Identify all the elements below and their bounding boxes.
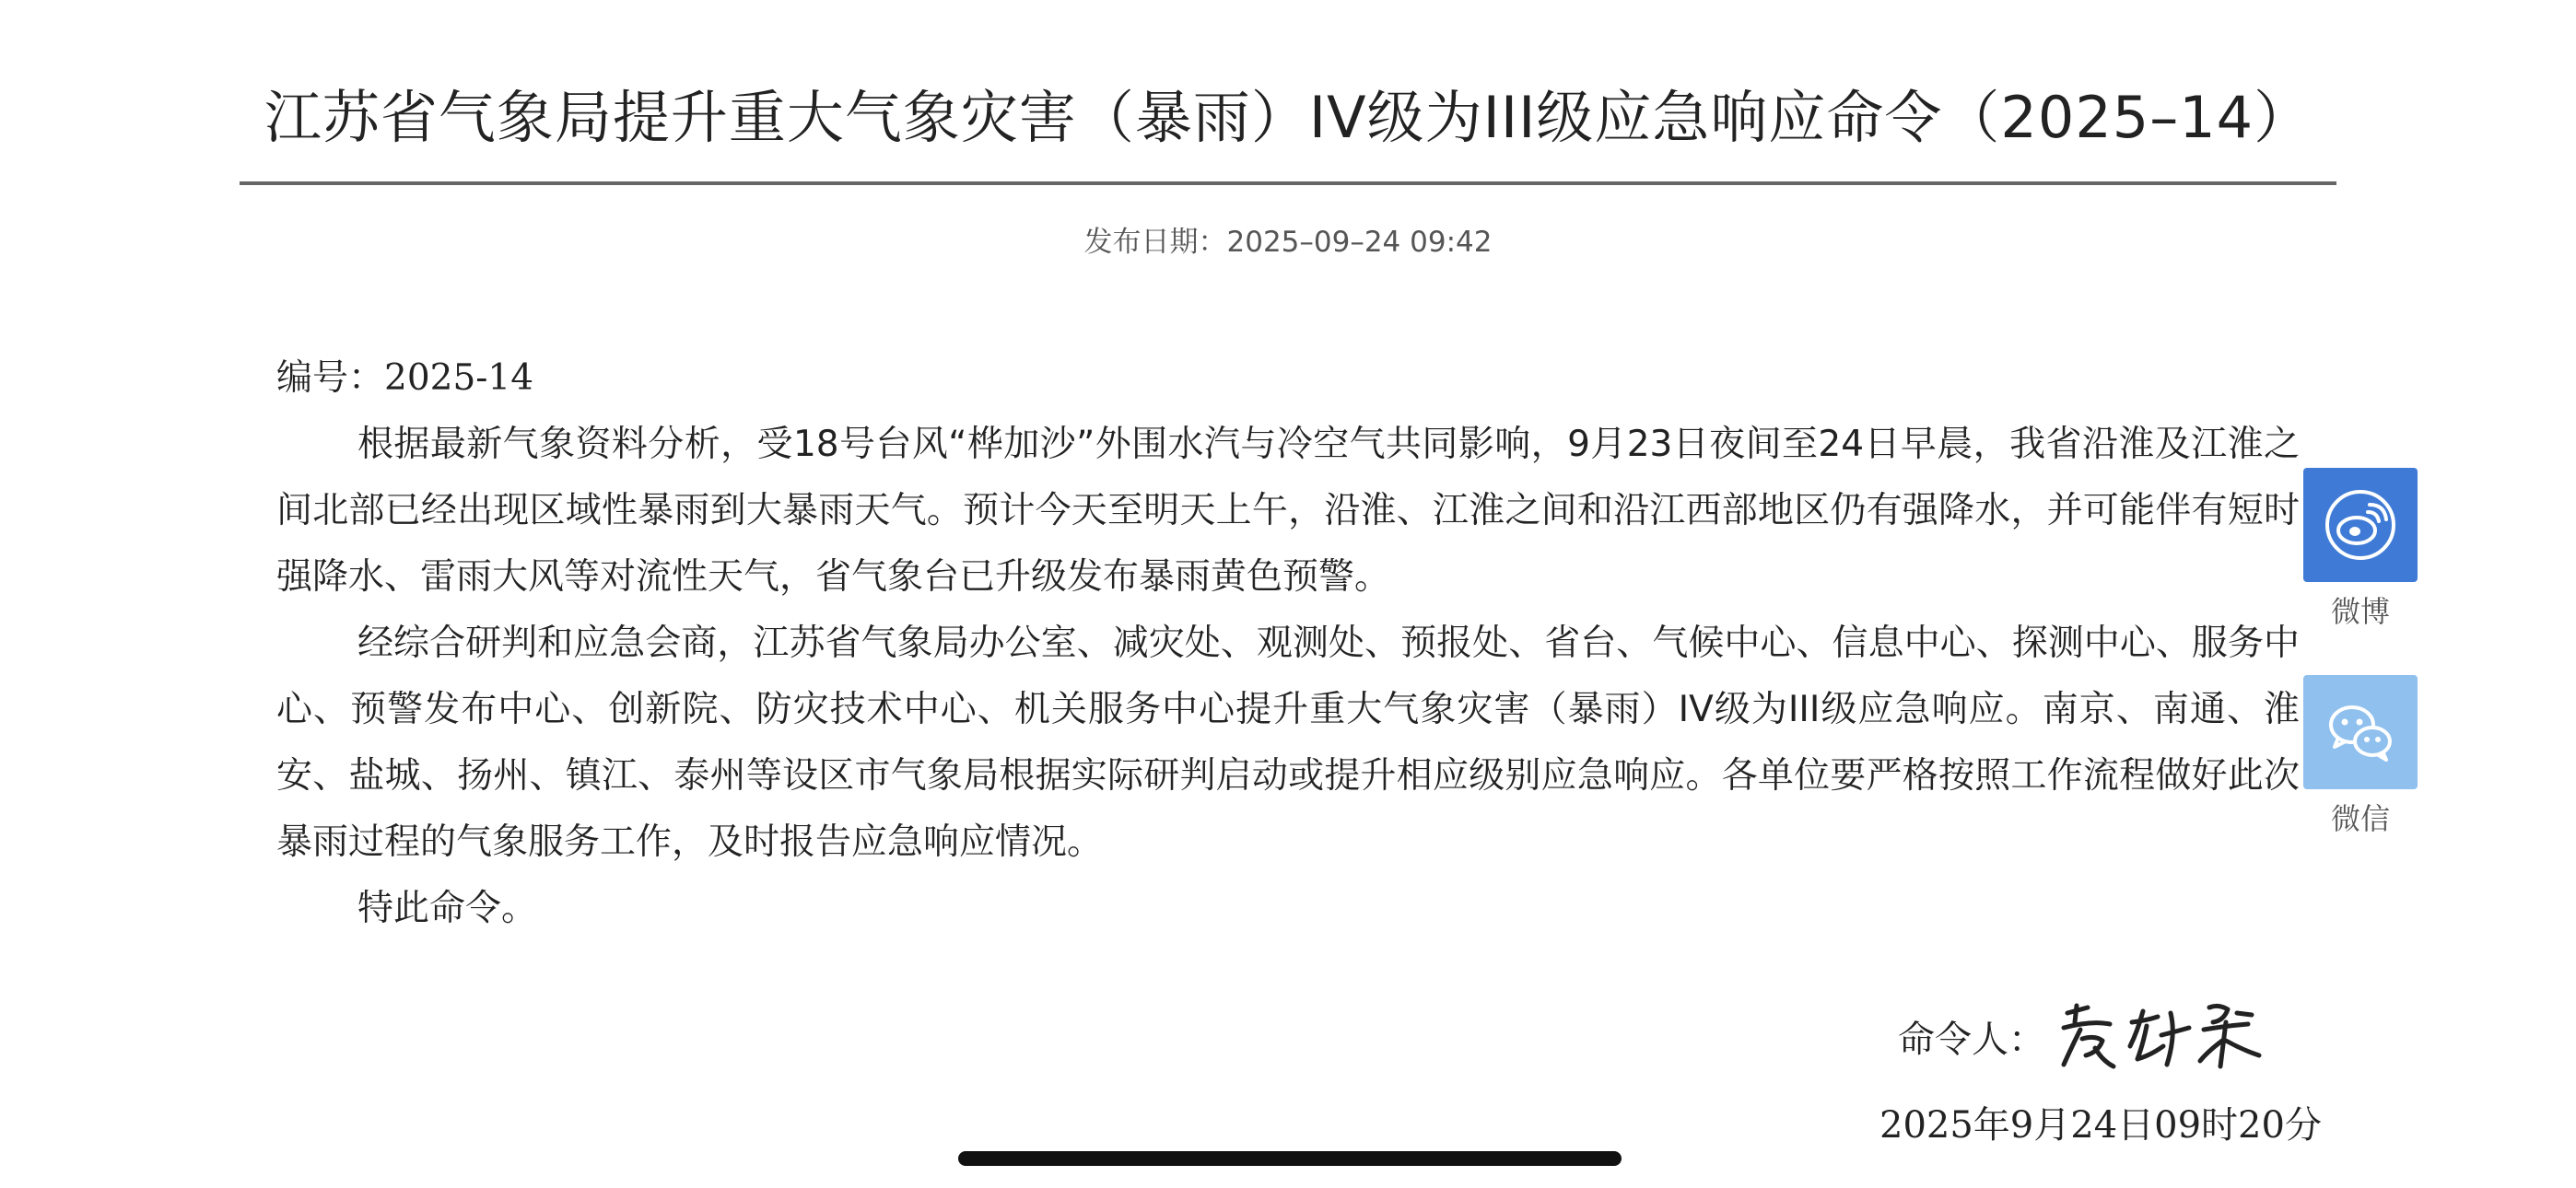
- share-wechat-label: 微信: [2330, 801, 2390, 836]
- home-indicator[interactable]: [958, 1151, 1622, 1166]
- article-body: [276, 345, 2300, 942]
- paragraph-closing: 特此命令。: [357, 888, 538, 929]
- share-weibo[interactable]: [2303, 468, 2418, 634]
- share-weibo-button[interactable]: [2303, 468, 2418, 582]
- page-title: 江苏省气象局提升重大气象灾害（暴雨）IV级为III级应急响应命令（2025–14）: [263, 84, 2313, 151]
- sign-date: 2025年9月24日09时20分: [1879, 1104, 2322, 1147]
- signer: [1898, 995, 2276, 1077]
- title-divider: [240, 181, 2336, 185]
- paragraph-situation: 根据最新气象资料分析，受18号台风“桦加沙”外围水汽与冷空气共同影响，9月23日夜间至24日早晨，我省沿淮及江淮之间北部已经出现区域性暴雨到大暴雨天气。预计今天至明天上午，沿淮、江淮之间和沿江西部地区仍有强降水，并可能伴有短时强降水、雷雨大风等对流性天气，省气象台已升级发布暴雨黄色预警。: [276, 424, 2300, 598]
- publish-date: 发布日期：2025–09–24 09:42: [1083, 226, 1493, 259]
- share-wechat-button[interactable]: [2303, 675, 2418, 789]
- share-weibo-label: 微博: [2330, 594, 2390, 629]
- wechat-icon: [2322, 693, 2399, 771]
- weibo-icon: [2322, 486, 2399, 564]
- article-serial: 编号：2025-14: [276, 357, 534, 399]
- handwritten-signature: [2055, 995, 2276, 1077]
- signer-label: 命令人：: [1898, 1018, 2045, 1061]
- share-wechat[interactable]: [2303, 675, 2418, 841]
- paragraph-response: 经综合研判和应急会商，江苏省气象局办公室、减灾处、观测处、预报处、省台、气候中心、信息中心、探测中心、服务中心、预警发布中心、创新院、防灾技术中心、机关服务中心提升重大气象灾害（暴雨）IV级为III级应急响应。南京、南通、淮安、盐城、扬州、镇江、泰州等设区市气象局根据实际研判启动或提升相应级别应急响应。各单位要严格按照工作流程做好此次暴雨过程的气象服务工作，及时报告应急响应情况。: [276, 623, 2300, 863]
